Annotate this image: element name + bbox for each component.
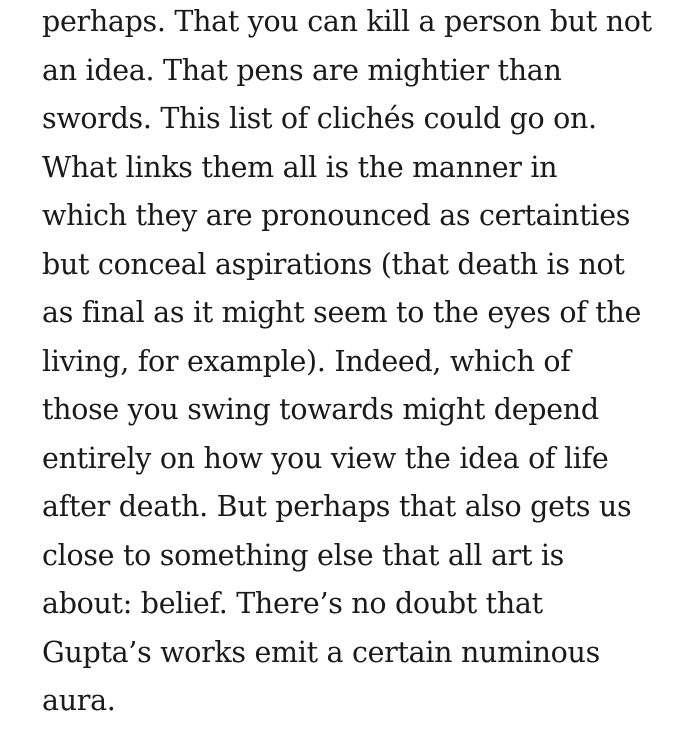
paragraph-line: aura. bbox=[42, 684, 116, 717]
paragraph-line: close to something else that all art is bbox=[42, 538, 565, 572]
paragraph-line: swords. This list of clichés could go on. bbox=[42, 102, 597, 135]
paragraph-line: as final as it might seem to the eyes of the bbox=[42, 296, 642, 329]
paragraph-line: which they are pronounced as certainties bbox=[42, 199, 631, 232]
paragraph-line: after death. But perhaps that also gets us bbox=[42, 490, 632, 523]
paragraph-line: about: belief. There’s no doubt that bbox=[42, 587, 543, 620]
paragraph-line: Gupta’s works emit a certain numinous bbox=[42, 635, 600, 669]
paragraph-line: those you swing towards might depend bbox=[42, 393, 599, 426]
paragraph-line: perhaps. That you can kill a person but not bbox=[42, 5, 652, 38]
paragraph-line: but conceal aspirations (that death is not bbox=[42, 247, 625, 281]
article-body-paragraph bbox=[42, 0, 682, 726]
paragraph-line: entirely on how you view the idea of life bbox=[42, 441, 609, 475]
paragraph-line: What links them all is the manner in bbox=[42, 150, 558, 184]
paragraph-line: living, for example). Indeed, which of bbox=[42, 344, 571, 378]
paragraph-line: an idea. That pens are mightier than bbox=[42, 53, 562, 87]
